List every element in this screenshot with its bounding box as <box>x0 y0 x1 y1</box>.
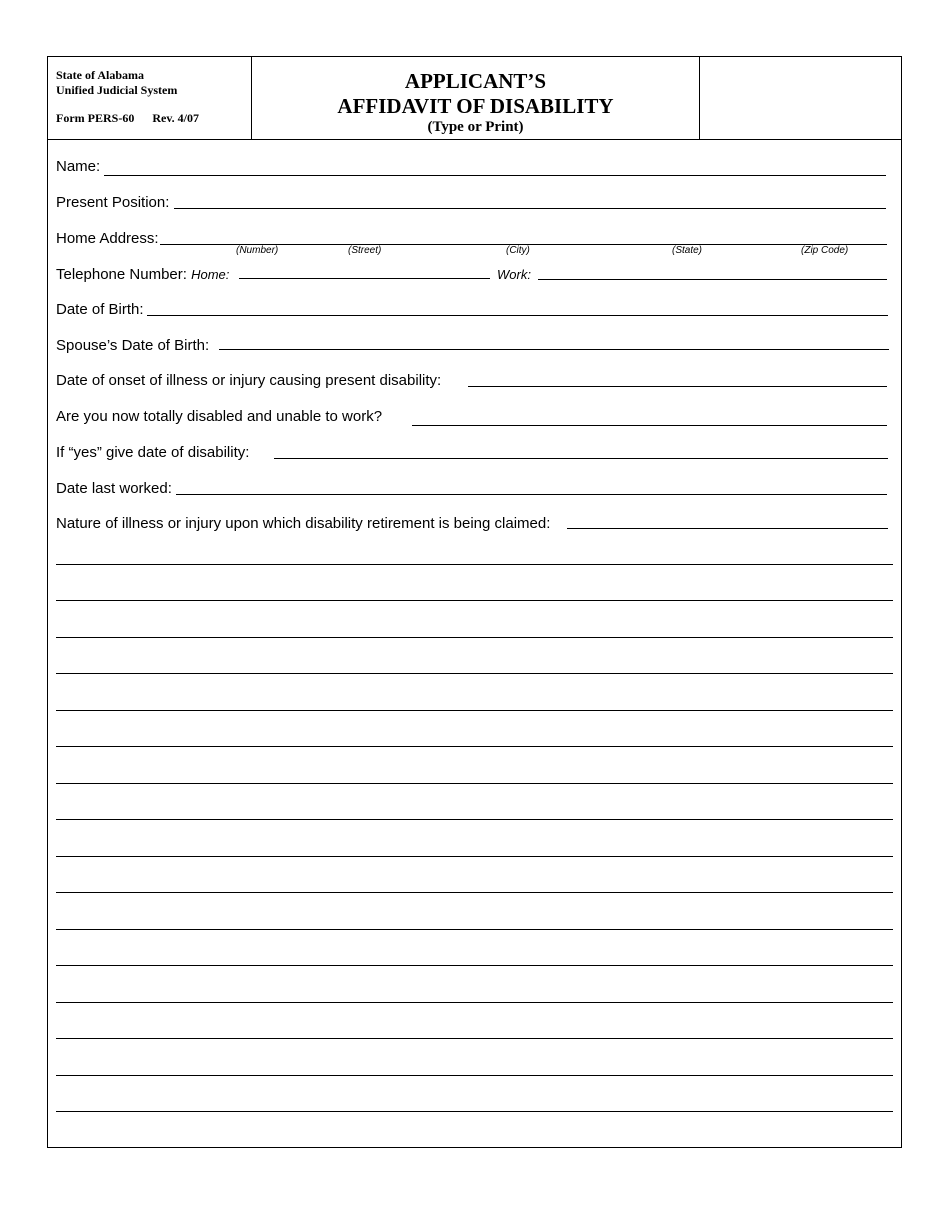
telephone-home-label: Home: <box>191 267 230 282</box>
writing-line[interactable] <box>56 637 893 638</box>
header-title-box <box>252 57 699 139</box>
present-position-field[interactable] <box>174 208 886 209</box>
totally-disabled-label: Are you now totally disabled and unable to work? <box>56 408 383 425</box>
title-subtitle: (Type or Print) <box>427 119 524 135</box>
telephone-home-field[interactable] <box>239 278 490 279</box>
date-last-worked-label: Date last worked: <box>56 480 172 497</box>
caption-state: (State) <box>672 245 703 256</box>
judicial-system: Unified Judicial System <box>56 83 178 97</box>
yes-date-field[interactable] <box>274 458 888 459</box>
writing-line[interactable] <box>56 1002 893 1003</box>
header-left-box <box>48 57 252 139</box>
spouse-dob-field[interactable] <box>219 349 889 350</box>
nature-label: Nature of illness or injury upon which disability retirement is being claimed: <box>56 515 551 532</box>
writing-line[interactable] <box>56 1038 893 1039</box>
totally-disabled-field[interactable] <box>412 425 887 426</box>
writing-line[interactable] <box>56 746 893 747</box>
onset-label: Date of onset of illness or injury causing present disability: <box>56 372 442 389</box>
caption-number: (Number) <box>236 245 279 256</box>
writing-line[interactable] <box>56 1111 893 1112</box>
dob-field[interactable] <box>147 315 888 316</box>
writing-line[interactable] <box>56 710 893 711</box>
spouse-dob-label: Spouse’s Date of Birth: <box>56 337 210 354</box>
caption-zip: (Zip Code) <box>801 245 849 256</box>
writing-line[interactable] <box>56 783 893 784</box>
caption-city: (City) <box>506 245 530 256</box>
telephone-label <box>56 266 229 284</box>
form-number: Form PERS-60 <box>56 111 135 125</box>
state-name: State of Alabama <box>56 68 144 82</box>
writing-line[interactable] <box>56 965 893 966</box>
telephone-work-field[interactable] <box>538 279 887 280</box>
writing-line[interactable] <box>56 892 893 893</box>
name-field[interactable] <box>104 175 886 176</box>
form-frame <box>47 56 902 1148</box>
name-label: Name: <box>56 158 101 175</box>
writing-line[interactable] <box>56 600 893 601</box>
writing-line[interactable] <box>56 564 893 565</box>
telephone-text: Telephone Number: <box>56 266 187 283</box>
caption-street: (Street) <box>348 245 382 256</box>
telephone-work-wrap <box>497 266 531 284</box>
writing-line[interactable] <box>56 1075 893 1076</box>
title-line-1: APPLICANT’S <box>404 69 547 93</box>
form-revision: Rev. 4/07 <box>152 111 199 125</box>
date-last-worked-field[interactable] <box>176 494 887 495</box>
home-address-label: Home Address: <box>56 230 159 247</box>
writing-line[interactable] <box>56 673 893 674</box>
writing-line[interactable] <box>56 819 893 820</box>
onset-field[interactable] <box>468 386 887 387</box>
header-divider <box>48 139 901 140</box>
writing-line[interactable] <box>56 856 893 857</box>
dob-label: Date of Birth: <box>56 301 144 318</box>
telephone-work-label: Work: <box>497 267 531 282</box>
yes-date-label: If “yes” give date of disability: <box>56 444 250 461</box>
header-right-box <box>699 57 901 139</box>
title-line-2: AFFIDAVIT OF DISABILITY <box>337 94 614 118</box>
form-id <box>56 111 199 126</box>
present-position-label: Present Position: <box>56 194 170 211</box>
writing-line[interactable] <box>56 929 893 930</box>
nature-field[interactable] <box>567 528 888 529</box>
